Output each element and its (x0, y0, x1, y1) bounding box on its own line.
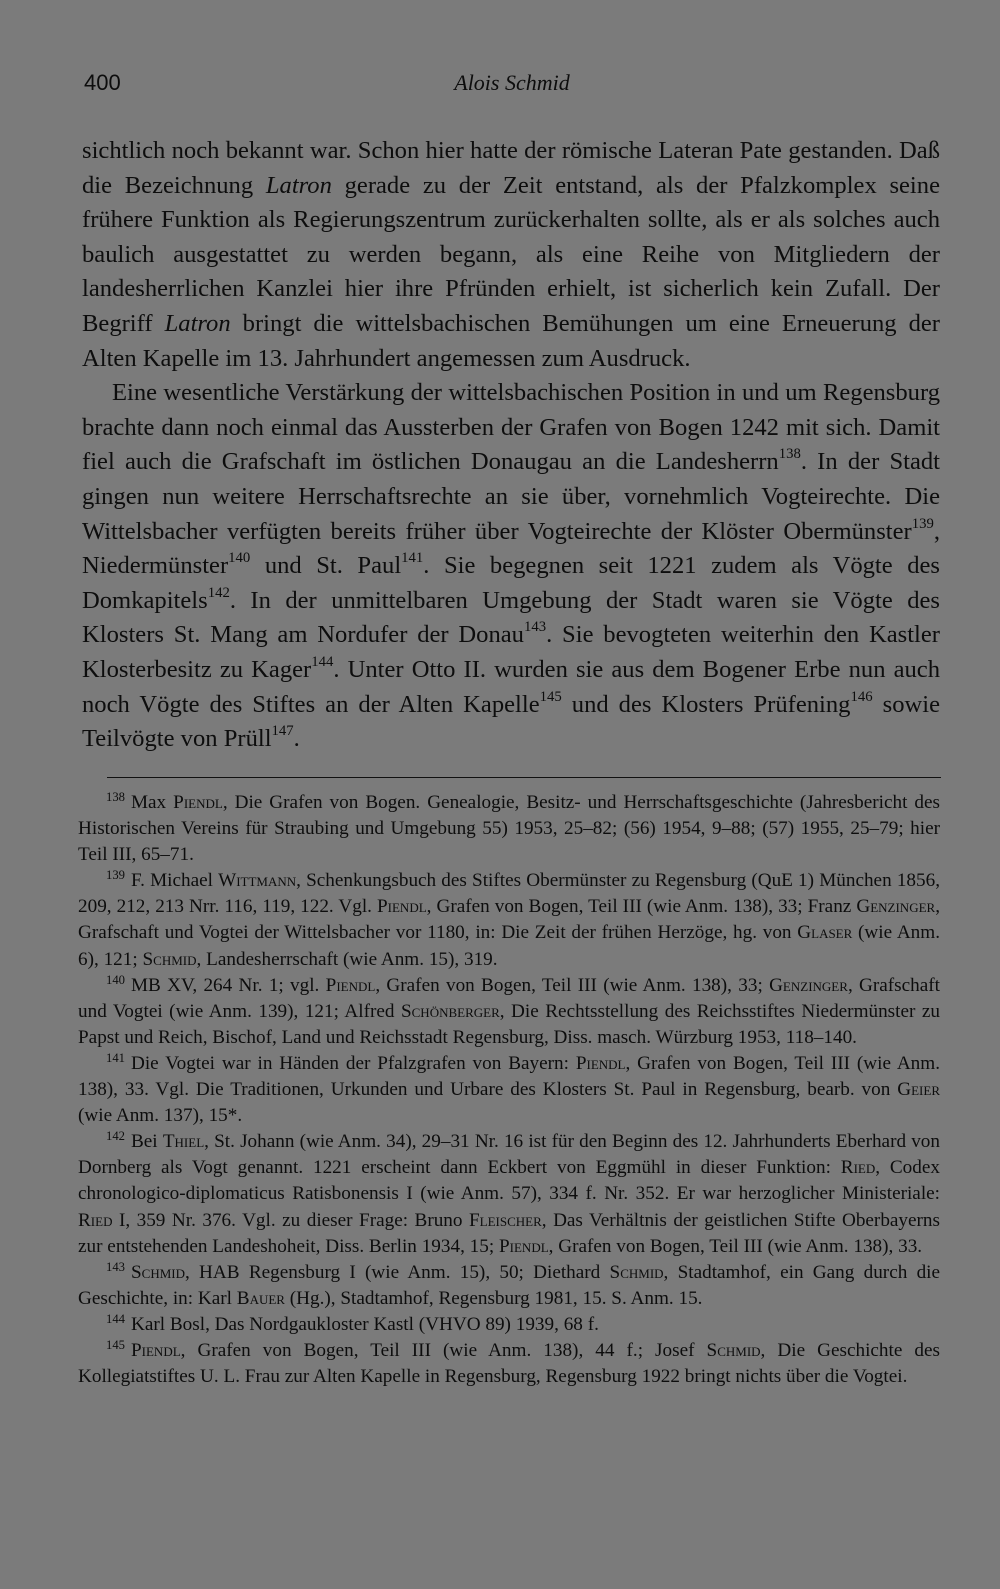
footnote-145: 145 Piendl, Grafen von Bogen, Teil III (wie Anm. 138), 44 f.; Josef Schmid, Die Geschichte des Kollegiatstiftes U. L. Frau zur Alten Kapelle in Regensburg, Regensburg 1922 bringt nichts über die Vogtei. (78, 1338, 940, 1388)
text-run: . Sie begegnen seit 1221 zudem als Vögte des Domkapitels (82, 552, 941, 614)
text-run: Max (130, 792, 174, 813)
text-run: . In der Stadt gingen nun weitere Herrschaftsrechte an sie über, vornehmlich Vogteirechte. Die Wittelsbacher verfügten bereits früher über Vogteirechte der Klöster Obermünster (82, 448, 941, 545)
footnote-ref: 144 (311, 653, 334, 670)
author-name: Glaser (797, 922, 853, 944)
footnote-144: 144 Karl Bosl, Das Nordgaukloster Kastl (VHVO 89) 1939, 68 f. (106, 1311, 599, 1335)
author-name: Ried (78, 1209, 113, 1231)
page-header (84, 70, 940, 100)
footnote-142: 142 Bei Thiel, St. Johann (wie Anm. 34), 29–31 Nr. 16 ist für den Beginn des 12. Jahrhunderts Eberhard von Dornberg als Vogt genannt. 1221 erscheint dann Eckbert von Eggmühl in dieser Funktion: Ried, Codex chronologico-diplomaticus Ratisbonensis I (wie Anm. 57), 334 f. Nr. 352. Er war herzoglicher Ministeriale: Ried I, 359 Nr. 376. Vgl. zu dieser Frage: Bruno Fleischer, Das Verhältnis der geistlichen Stifte Oberbayerns zur entstehenden Landeshoheit, Diss. Berlin 1934, 15; Piendl, Grafen von Bogen, Teil III (wie Anm. 138), 33. (78, 1129, 940, 1257)
text-run: , Codex chronologico-diplomaticus Ratisbonensis I (wie Anm. 57), 334 f. Nr. 352. Er war herzoglicher Ministeriale: (78, 1157, 940, 1205)
text-run: , Landesherrschaft (wie Anm. 15), 319. (196, 948, 498, 970)
text-run: sowie Teilvögte von Prüll (82, 690, 941, 753)
text-run: , Das Verhältnis der geistlichen Stifte Oberbayerns zur entstehenden Landeshoheit, Diss. Berlin 1934, 15; (78, 1209, 940, 1257)
footnote-139: 139 F. Michael Wittmann, Schenkungsbuch des Stiftes Obermünster zu Regensburg (QuE 1) München 1856, 209, 212, 213 Nrr. 116, 119, 122. Vgl. Piendl, Grafen von Bogen, Teil III (wie Anm. 138), 33; Franz Genzinger, Grafschaft und Vogtei der Wittelsbacher vor 1180, in: Die Zeit der frühen Herzöge, hg. von Glaser (wie Anm. 6), 121; Schmid, Landesherrschaft (wie Anm. 15), 319. (78, 868, 941, 970)
footnote-rule (107, 777, 941, 778)
author-name: Piendl (173, 792, 223, 813)
footnote-ref: 146 (850, 688, 873, 705)
running-head: Alois Schmid (454, 70, 570, 95)
text-run: , Die Geschichte des Kollegiatstiftes U. L. Frau zur Alten Kapelle in Regensburg, Regensburg 1922 bringt nichts über die Vogtei. (78, 1339, 940, 1388)
author-name: Piendl (498, 1235, 549, 1257)
footnote-ref: 145 (539, 688, 562, 705)
main-text (82, 134, 940, 757)
footnote-140: 140 MB XV, 264 Nr. 1; vgl. Piendl, Grafen von Bogen, Teil III (wie Anm. 138), 33; Genzinger, Grafschaft und Vogtei (wie Anm. 139), 121; Alfred Schönberger, Die Rechtsstellung des Reichsstiftes Niedermünster zu Papst und Reich, Bischof, Land und Reichsstadt Regensburg, Diss. masch. Würzburg 1953, 118–140. (78, 972, 940, 1048)
author-name: Schmid (142, 948, 197, 970)
text-run: bringt die wittelsbachischen Bemühungen um eine Erneuerung der Alten Kapelle im 13. Jahrhundert angemessen zum Ausdruck. (82, 309, 940, 372)
text-run: Karl Bosl, Das Nordgaukloster Kastl (VHVO 89) 1939, 68 f. (130, 1313, 599, 1335)
text-run: und des Klosters Prüfening (561, 690, 851, 718)
text-run: und St. Paul (250, 552, 402, 580)
footnotes (78, 790, 940, 1390)
text-run: sichtlich noch bekannt war. Schon hier hatte der römische Lateran Pate gestanden. Daß die Bezeichnung (82, 137, 940, 199)
footnote-143: 143 Schmid, HAB Regensburg I (wie Anm. 15), 50; Diethard Schmid, Stadtamhof, ein Gang durch die Geschichte, in: Karl Bauer (Hg.), Stadtamhof, Regensburg 1981, 15. S. Anm. 15. (78, 1259, 941, 1309)
author-name: Schmid (706, 1339, 761, 1361)
text-run: gerade zu der Zeit entstand, als der Pfalzkomplex seine frühere Funktion als Regierungszentrum zurückerhalten sollte, als er als solches auch baulich ausgestattet zu werden begann, als eine Reihe von Mitgliedern der landesherrlichen Kanzlei hier ihre Pfründen erhielt, ist sicherlich kein Zufall. Der Begriff (82, 171, 940, 337)
author-name: Genzinger (856, 896, 936, 918)
author-name: Ried (840, 1157, 876, 1179)
text-run: , Grafschaft und Vogtei (wie Anm. 139), 121; Alfred (78, 974, 940, 1022)
text-run: Bei (130, 1131, 163, 1153)
text-run: . Sie bevogteten weiterhin den Kastler Klosterbesitz zu Kager (82, 621, 940, 683)
author-name: Schmid (130, 1261, 185, 1283)
author-name: Fleischer (468, 1209, 542, 1231)
footnote-138: 138 Max Piendl, Die Grafen von Bogen. Genealogie, Besitz- und Herrschaftsgeschichte (Jahresbericht des Historischen Vereins für Straubing und Umgebung 55) 1953, 25–82; (56) 1954, 9–88; (57) 1955, 25–79; hier Teil III, 65–71. (78, 790, 941, 866)
author-name: Wittmann (218, 870, 297, 892)
text-run: , Grafschaft und Vogtei der Wittelsbacher vor 1180, in: Die Zeit der frühen Herzöge, hg. von (78, 896, 940, 944)
footnote-141: 141 Die Vogtei war in Händen der Pfalzgrafen von Bayern: Piendl, Grafen von Bogen, Teil III (wie Anm. 138), 33. Vgl. Die Traditionen, Urkunden und Urbare des Klosters St. Paul in Regensburg, bearb. von Geier (wie Anm. 137), 15*. (78, 1050, 940, 1127)
text-run: . Unter Otto II. wurden sie aus dem Bogener Erbe nun auch noch Vögte des Stiftes an der Alten Kapelle (82, 655, 941, 718)
text-run: (wie Anm. 137), 15*. (78, 1105, 243, 1127)
text-run: , Schenkungsbuch des Stiftes Obermünster zu Regensburg (QuE 1) München 1856, 209, 212, 213 Nrr. 116, 119, 122. Vgl. (78, 870, 941, 918)
author-name: Piendl (325, 974, 376, 996)
author-name: Thiel (162, 1131, 205, 1153)
author-name: Piendl (130, 1339, 181, 1361)
footnote-ref: 141 (401, 550, 424, 567)
author-name: Geier (897, 1079, 940, 1101)
text-run: , Grafen von Bogen, Teil III (wie Anm. 138), 44 f.; Josef (180, 1339, 707, 1361)
paragraph (82, 376, 940, 757)
footnote-ref: 143 (523, 619, 547, 636)
footnote-ref: 147 (271, 723, 294, 740)
author-name: Genzinger (769, 974, 848, 996)
footnote-ref: 140 (228, 550, 251, 567)
author-name: Piendl (376, 896, 427, 918)
paragraph (82, 134, 940, 376)
page-number: 400 (84, 70, 121, 95)
author-name: Piendl (575, 1052, 626, 1074)
text-run: , Die Grafen von Bogen. Genealogie, Besitz- und Herrschaftsgeschichte (Jahresbericht des Historischen Vereins für Straubing und Umgebung 55) 1953, 25–82; (56) 1954, 9–88; (57) 1955, 25–79; hier Teil III, 65–71. (78, 792, 941, 866)
author-name: Bauer (236, 1287, 285, 1309)
text-run: Eine wesentliche Verstärkung der wittelsbachischen Position in und um Regensburg brachte dann noch einmal das Aussterben der Grafen von Bogen 1242 mit sich. Damit fiel auch die Grafschaft im östlichen Donaugau an die Landesherrn (82, 379, 940, 476)
text-run: , Grafen von Bogen, Teil III (wie Anm. 138), 33; (375, 974, 770, 996)
footnote-ref: 139 (911, 515, 934, 532)
text-run: F. Michael (130, 870, 219, 892)
footnote-ref: 142 (207, 584, 230, 601)
text-run: , Grafen von Bogen, Teil III (wie Anm. 138), 33. Vgl. Die Traditionen, Urkunden und Urbare des Klosters St. Paul in Regensburg, bearb. von (78, 1052, 940, 1101)
text-run: . In der unmittelbaren Umgebung der Stadt waren sie Vögte des Klosters St. Mang am Nordufer der Donau (82, 586, 940, 649)
text-run: . (293, 725, 300, 753)
text-run: , Grafen von Bogen, Teil III (wie Anm. 138), 33. (548, 1235, 923, 1257)
text-run: , HAB Regensburg I (wie Anm. 15), 50; Diethard (185, 1261, 610, 1283)
text-run: Die Vogtei war in Händen der Pfalzgrafen von Bayern: (130, 1052, 576, 1074)
text-run: , St. Johann (wie Anm. 34), 29–31 Nr. 16 ist für den Beginn des 12. Jahrhunderts Eberhard von Dornberg als Vogt genannt. 1221 erscheint dann Eckbert von Eggmühl in dieser Funktion: (78, 1131, 940, 1179)
author-name: Schmid (609, 1261, 664, 1283)
text-run: , Stadtamhof, ein Gang durch die Geschichte, in: Karl (78, 1261, 941, 1309)
author-name: Schönberger (400, 1000, 500, 1022)
text-run: , Die Rechtsstellung des Reichsstiftes Niedermünster zu Papst und Reich, Bischof, Land und Reichsstadt Regensburg, Diss. masch. Würzburg 1953, 118–140. (78, 1000, 940, 1048)
text-run: , Grafen von Bogen, Teil III (wie Anm. 138), 33; Franz (426, 896, 857, 918)
footnote-ref: 138 (778, 446, 801, 463)
text-run: (Hg.), Stadtamhof, Regensburg 1981, 15. S. Anm. 15. (284, 1287, 703, 1309)
italic-term: Latron (265, 171, 332, 199)
text-run: , Niedermünster (82, 517, 940, 580)
italic-term: Latron (164, 309, 231, 337)
text-run: (wie Anm. 6), 121; (78, 922, 940, 970)
text-run: I, 359 Nr. 376. Vgl. zu dieser Frage: Bruno (112, 1209, 469, 1231)
text-run: MB XV, 264 Nr. 1; vgl. (130, 974, 326, 996)
